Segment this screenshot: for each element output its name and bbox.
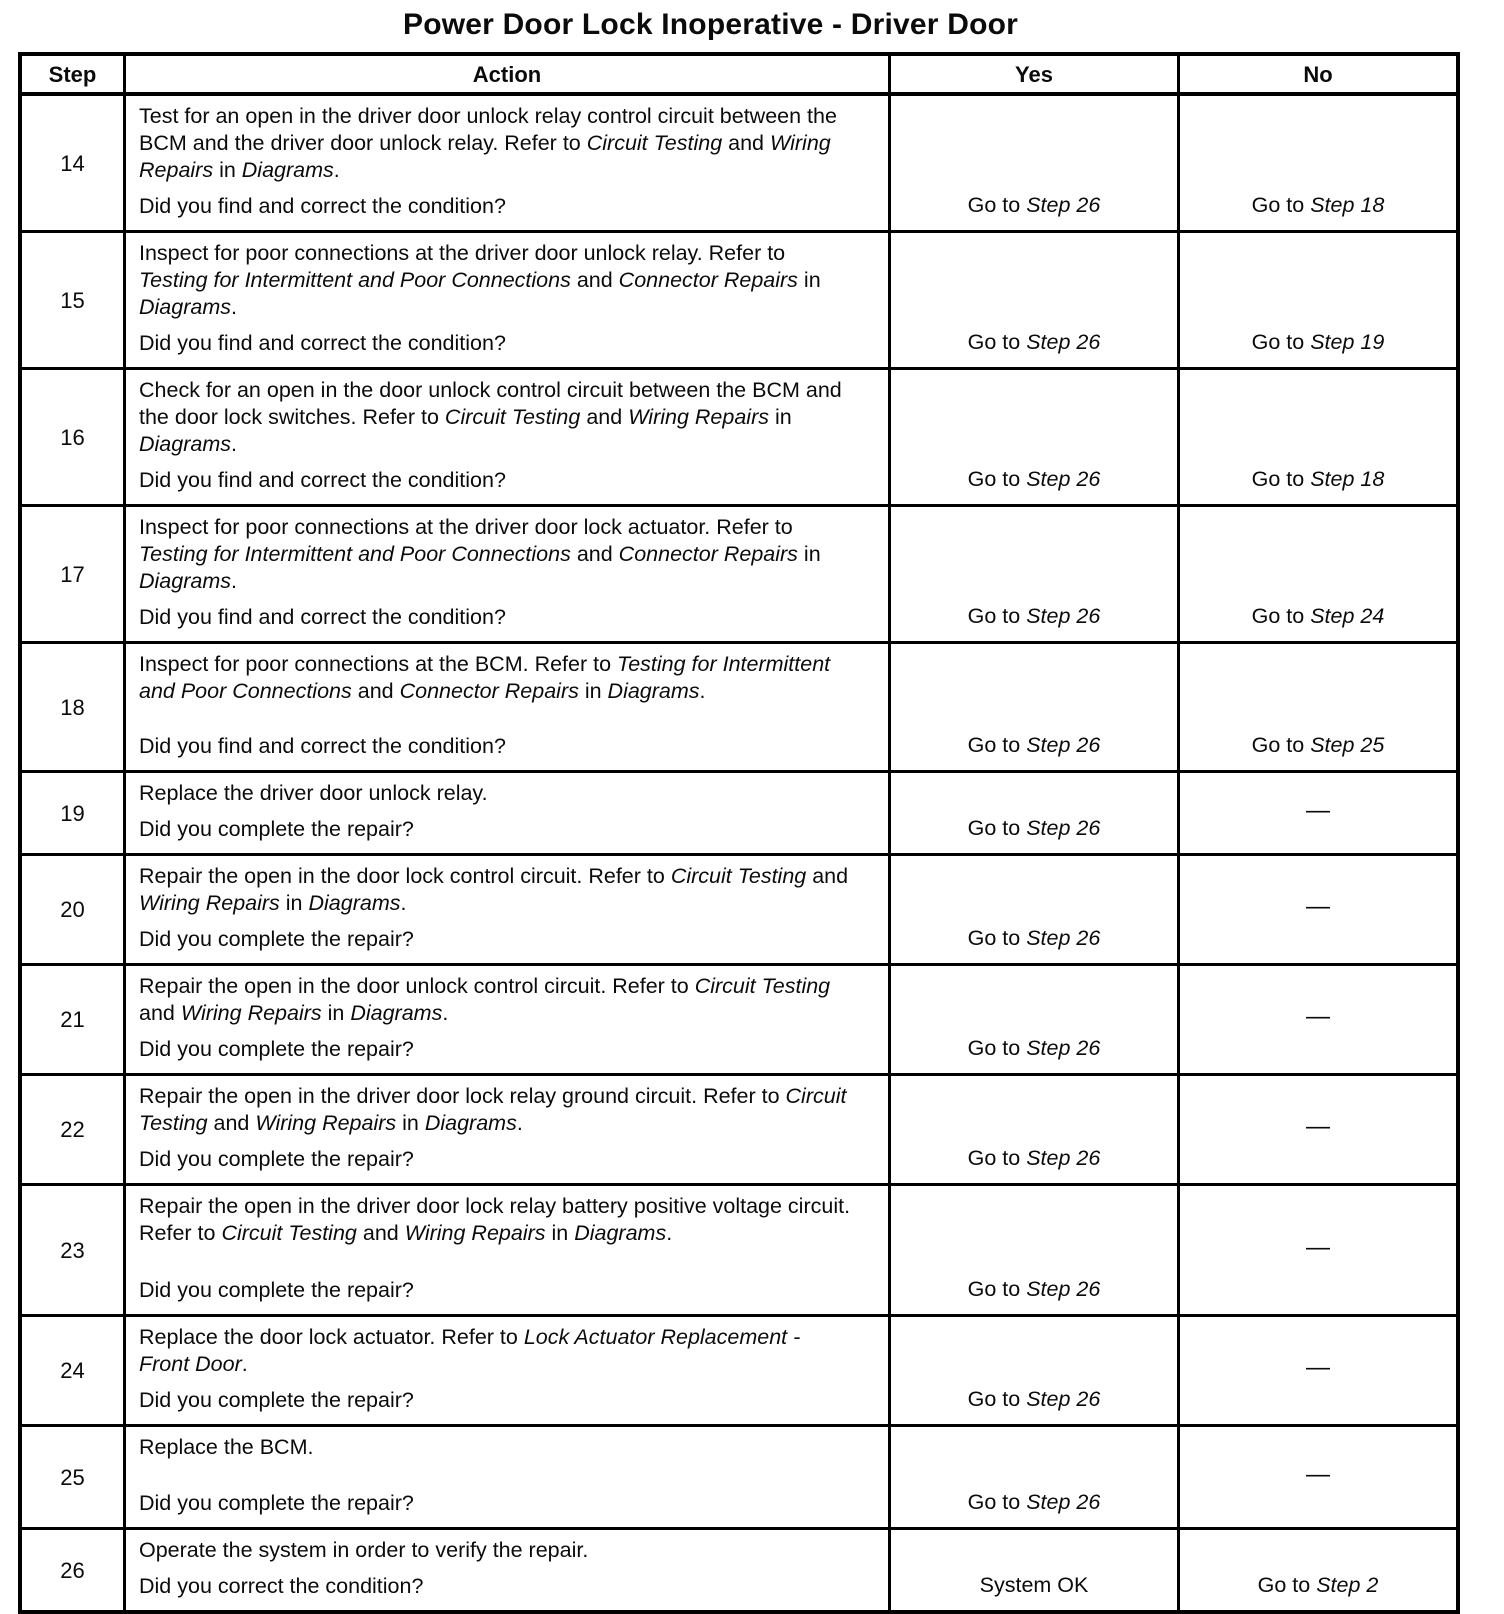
question-text: Did you find and correct the condition? (139, 194, 506, 218)
no-answer-text: — (1306, 1354, 1330, 1381)
action-text: Repair the open in the door lock control circuit. Refer to Circuit Testing and Wiring Repairs in Diagrams. (139, 864, 849, 915)
action-cell (125, 1529, 890, 1613)
no-answer-text: Go to Step 18 (1251, 193, 1385, 217)
step-number: 26 (20, 1529, 125, 1613)
yes-answer-text: Go to Step 26 (967, 926, 1101, 950)
yes-answer (890, 506, 1179, 643)
no-answer-text: — (1306, 1460, 1330, 1488)
table-row (20, 965, 1458, 1075)
yes-answer-text: Go to Step 26 (967, 1277, 1101, 1301)
action-inner (126, 773, 888, 853)
action-inner (126, 1317, 888, 1424)
action-text: Inspect for poor connections at the driver door lock actuator. Refer to Testing for Intermittent and Poor Connections and Connector Repairs in Diagrams. (139, 515, 821, 593)
table-row (20, 1185, 1458, 1316)
question-text: Did you complete the repair? (139, 1037, 414, 1061)
no-answer (1179, 643, 1459, 772)
header-step: Step (20, 54, 125, 94)
no-answer (1179, 1316, 1459, 1426)
action-text: Check for an open in the door unlock control circuit between the BCM and the door lock switches. Refer to Circuit Testing and Wiring Repairs in Diagrams. (139, 378, 842, 456)
no-answer-text: — (1306, 893, 1330, 920)
question-text: Did you find and correct the condition? (139, 605, 506, 629)
yes-answer (890, 232, 1179, 369)
action-inner (126, 1076, 888, 1183)
no-answer-text: — (1306, 1113, 1330, 1140)
table-row (20, 506, 1458, 643)
diagnostic-table (18, 52, 1460, 1614)
question-text: Did you complete the repair? (139, 1278, 414, 1302)
action-text: Inspect for poor connections at the BCM. Refer to Testing for Intermittent and Poor Connections and Connector Repairs in Diagrams. (139, 652, 831, 703)
action-inner (126, 96, 888, 230)
action-cell (125, 232, 890, 369)
action-inner (126, 507, 888, 641)
action-inner (126, 966, 888, 1073)
no-answer-text: Go to Step 2 (1257, 1573, 1379, 1597)
action-inner (126, 1530, 888, 1610)
table-row (20, 1426, 1458, 1529)
question-text: Did you complete the repair? (139, 817, 414, 841)
action-text: Repair the open in the door unlock control circuit. Refer to Circuit Testing and Wiring Repairs in Diagrams. (139, 974, 831, 1025)
no-answer-text: — (1306, 1233, 1330, 1261)
no-answer (1179, 1075, 1459, 1185)
action-inner (126, 856, 888, 963)
question-text: Did you find and correct the condition? (139, 734, 506, 758)
header-row (20, 54, 1458, 94)
step-number: 25 (20, 1426, 125, 1529)
no-answer (1179, 94, 1459, 232)
step-number: 14 (20, 94, 125, 232)
no-answer (1179, 232, 1459, 369)
table-row (20, 1529, 1458, 1613)
no-answer (1179, 369, 1459, 506)
no-answer (1179, 1529, 1459, 1613)
yes-answer-text: Go to Step 26 (967, 816, 1101, 840)
table-header (20, 54, 1458, 94)
yes-answer-text: Go to Step 26 (967, 1490, 1101, 1514)
no-answer-text: Go to Step 19 (1251, 330, 1385, 354)
no-answer (1179, 1426, 1459, 1529)
action-text: Operate the system in order to verify the repair. (139, 1538, 589, 1562)
yes-answer (890, 643, 1179, 772)
header-action: Action (125, 54, 890, 94)
step-number: 19 (20, 772, 125, 855)
action-text: Repair the open in the driver door lock relay battery positive voltage circuit. Refer to Circuit Testing and Wiring Repairs in Diagrams. (139, 1194, 851, 1245)
action-cell (125, 772, 890, 855)
yes-answer-text: Go to Step 26 (967, 1146, 1101, 1170)
yes-answer-text: Go to Step 26 (967, 733, 1101, 757)
table-row (20, 94, 1458, 232)
step-number: 18 (20, 643, 125, 772)
table-row (20, 772, 1458, 855)
table-row (20, 643, 1458, 772)
no-answer-text: Go to Step 24 (1251, 604, 1385, 628)
yes-answer (890, 1529, 1179, 1613)
yes-answer (890, 1075, 1179, 1185)
step-number: 20 (20, 855, 125, 965)
table-row (20, 232, 1458, 369)
no-answer-text: Go to Step 25 (1251, 733, 1385, 757)
step-number: 15 (20, 232, 125, 369)
action-cell (125, 369, 890, 506)
no-answer-text: — (1306, 1003, 1330, 1030)
no-answer (1179, 855, 1459, 965)
yes-answer (890, 369, 1179, 506)
step-number: 21 (20, 965, 125, 1075)
no-answer (1179, 1185, 1459, 1316)
action-cell (125, 1075, 890, 1185)
action-cell (125, 643, 890, 772)
step-number: 23 (20, 1185, 125, 1316)
question-text: Did you correct the condition? (139, 1574, 424, 1598)
step-number: 24 (20, 1316, 125, 1426)
table-row (20, 1316, 1458, 1426)
table-row (20, 855, 1458, 965)
action-inner (126, 1427, 888, 1527)
action-cell (125, 855, 890, 965)
question-text: Did you find and correct the condition? (139, 468, 506, 492)
no-answer-text: Go to Step 18 (1251, 467, 1385, 491)
header-yes: Yes (890, 54, 1179, 94)
yes-answer-text: System OK (979, 1573, 1089, 1597)
no-answer-text: — (1306, 796, 1330, 824)
yes-answer (890, 94, 1179, 232)
action-text: Inspect for poor connections at the driver door unlock relay. Refer to Testing for Intermittent and Poor Connections and Connector Repairs in Diagrams. (139, 241, 821, 319)
step-number: 16 (20, 369, 125, 506)
header-no: No (1179, 54, 1459, 94)
action-text: Repair the open in the driver door lock relay ground circuit. Refer to Circuit Testing and Wiring Repairs in Diagrams. (139, 1084, 847, 1135)
step-number: 17 (20, 506, 125, 643)
yes-answer-text: Go to Step 26 (967, 604, 1101, 628)
question-text: Did you complete the repair? (139, 927, 414, 951)
action-inner (126, 370, 888, 504)
yes-answer (890, 772, 1179, 855)
action-text: Replace the door lock actuator. Refer to Lock Actuator Replacement - Front Door. (139, 1325, 801, 1376)
action-text: Replace the BCM. (139, 1435, 314, 1459)
no-answer (1179, 506, 1459, 643)
yes-answer-text: Go to Step 26 (967, 330, 1101, 354)
step-number: 22 (20, 1075, 125, 1185)
yes-answer (890, 1185, 1179, 1316)
yes-answer (890, 1426, 1179, 1529)
action-cell (125, 94, 890, 232)
question-text: Did you complete the repair? (139, 1388, 414, 1412)
question-text: Did you complete the repair? (139, 1491, 414, 1515)
action-cell (125, 506, 890, 643)
question-text: Did you find and correct the condition? (139, 331, 506, 355)
yes-answer-text: Go to Step 26 (967, 467, 1101, 491)
yes-answer-text: Go to Step 26 (967, 1036, 1101, 1060)
action-inner (126, 233, 888, 367)
table-row (20, 1075, 1458, 1185)
yes-answer-text: Go to Step 26 (967, 193, 1101, 217)
action-text: Replace the driver door unlock relay. (139, 781, 488, 805)
yes-answer (890, 1316, 1179, 1426)
action-inner (126, 644, 888, 770)
yes-answer (890, 855, 1179, 965)
page-title: Power Door Lock Inoperative - Driver Door (403, 8, 1018, 41)
action-cell (125, 1316, 890, 1426)
yes-answer-text: Go to Step 26 (967, 1387, 1101, 1411)
no-answer (1179, 965, 1459, 1075)
action-cell (125, 965, 890, 1075)
question-text: Did you complete the repair? (139, 1147, 414, 1171)
action-inner (126, 1186, 888, 1314)
table-body (20, 94, 1458, 1612)
action-text: Test for an open in the driver door unlock relay control circuit between the BCM and the driver door unlock relay. Refer to Circuit Testing and Wiring Repairs in Diagrams. (139, 104, 837, 182)
action-cell (125, 1426, 890, 1529)
no-answer (1179, 772, 1459, 855)
yes-answer (890, 965, 1179, 1075)
action-cell (125, 1185, 890, 1316)
table-row (20, 369, 1458, 506)
